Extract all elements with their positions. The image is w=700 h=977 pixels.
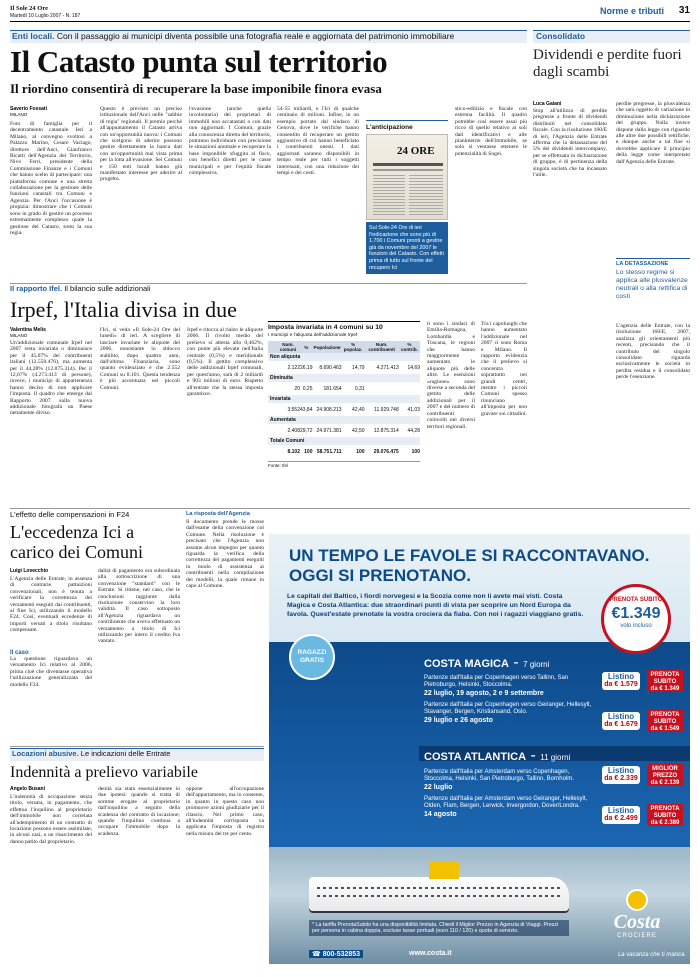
lead-kicker-text: Con il passaggio ai municipi diventa possibile una fotografia reale e aggiornata del patrimonio immobiliare bbox=[56, 31, 455, 41]
table-cell bbox=[399, 382, 420, 395]
ad-footer-text: * La tariffa PrenotaSubito ha una disponibilità limitata. Chiedi il Miglior Prezzo in Agenzia di Viaggi. Prezzi per persona in cabina doppia, escluse tasse portuali (euro 110 / 120) e quota di servizio. bbox=[309, 920, 569, 936]
lead-col-6: stico-edilizio e fiscale con estrema facilità. Il quadro potrebbe così essere assai più ricco di quello relativo ai soli dati identificativi e alle planimetrie dell'immobile, se solo si ventasse ottenere le potenzialità di Sogei. bbox=[455, 106, 527, 157]
table-cell: 100 bbox=[356, 448, 365, 455]
costa-brand-sub: CROCIERE bbox=[617, 933, 657, 939]
costa-brand: Costa bbox=[613, 911, 661, 933]
listino-price bbox=[602, 766, 640, 784]
price-badge-label: PRENOTA SUBITO bbox=[650, 712, 680, 725]
table-cell: 14,69 bbox=[407, 364, 420, 371]
costa-logo-icon bbox=[626, 889, 648, 911]
eccedenza-kicker: L'effetto delle compensazioni in F24 bbox=[10, 510, 130, 519]
table-cell bbox=[365, 382, 399, 395]
locazioni-byline: Angelo Busani bbox=[10, 786, 46, 792]
ad-intro: Le capitali del Baltico, i fiordi norvegesi e la Scozia come non li avete mai visti. Costa Magica e Costa Atlantica: due straordinari punti di vista per scoprire un Nord Europa da favola. Quest'estate prenotate la vostra crociera da fiaba. Con noi i ragazzi viaggiano gratis. bbox=[287, 593, 584, 618]
locazioni-col-2: denità sia stata essenzialmente in due ipotesi: quando si tratta di somme erogate al proprietario dall'inquilino a seguito della scadenza del contratto di locazione; quando l'inquilino continua a occupare l'immobile dopo la scadenza. bbox=[98, 786, 180, 837]
price-badge-value: da € 2.389 bbox=[650, 820, 680, 826]
anticipazione-label: L'anticipazione bbox=[366, 124, 413, 131]
table-cell: 4.271.413 bbox=[376, 364, 399, 371]
atlantica-dates-2: 14 agosto bbox=[424, 811, 457, 818]
table-cell: 8.102 bbox=[287, 448, 300, 455]
lead-col-3: l'evasione (anche quella involontaria) dei proprietari di immobili non accatastati o con dati non aggiornati. I Comuni, grazie alla conoscenza diretta del territorio, potranno individuare con precisione le situazioni anomale e recuperare la base imponibile sfuggita al fisco, con benefici diretti per le casse municipali e per l'equità fiscale complessiva. bbox=[189, 106, 271, 177]
eccedenza-title: L'eccedenza Ici a carico dei Comuni bbox=[10, 522, 143, 562]
table-group-label: Non aliquota bbox=[268, 353, 420, 361]
rapporto-col-4: ti sono i sindaci di Emilia-Romagna, Lombardia e Toscana, le regioni che hanno maggiormente aumentato le aliquote più delle altre. Le esenzioni «ragione» sono diverse a seconda del gettito delle addizionali per il 2007 e del numero di contribuenti coinvolti nei diversi territori regionali. bbox=[427, 321, 475, 430]
atlantica-route-2: Partenze dall'Italia per Amsterdam verso Geiranger, Hellesylt, Olden, Flam, Bergen, Lerwick, Invergordon, Dover/Londra. bbox=[424, 796, 588, 809]
lead-col-1: Foto di famiglia per il decentramento catastale. Ieri a Milano, al convegno svoltosi a Palazzo Marino, Cesare Vaciago, direttore dell'Anci, Gianfranco Ricatti dell'Agenzia del Territorio, Nivo Ferri, presidente della Commissione Finanze e i Comuni che hanno scelto di partecipare: una piattaforma comune e una stretta collaborazione per la gestione delle funzioni catastali tra Comuni e Agenzia. Per l'Anci l'occasione è propizia: dimostrare che i Comuni sono in grado di gestire un processo estremamente complesso quale la gestione del Catasto, sotto la sua regia. bbox=[10, 121, 92, 236]
atlantica-dates-1: 22 luglio bbox=[424, 784, 453, 791]
table-cell: 2.122 bbox=[287, 364, 300, 371]
price-badge bbox=[647, 710, 683, 732]
table-cell: 29.076.475 bbox=[373, 448, 399, 455]
ragazzi-gratis-badge bbox=[289, 634, 335, 680]
price-badge-label: PRENOTA SUBITO bbox=[650, 806, 680, 819]
detassazione-text: Lo stesso regime si applica alle plusvalenze neutrali o alla rettifica di costi bbox=[616, 269, 688, 300]
price-badge bbox=[647, 804, 683, 826]
eccedenza-col-3: Il documento prende le mosse dall'esame della convenzione col Comune. Nella risoluzione è precisato che l'Agenzia non assume alcun impegno per quanto riguarda la verifica della correttezza dei pagamenti eseguiti in modo di assistenza ai contribuenti nella compilazione dei modelli, la quale rimane in capo al Comune. bbox=[186, 519, 264, 590]
il-caso-label: Il caso bbox=[10, 650, 29, 656]
author-place: MILANO bbox=[10, 112, 28, 117]
magica-route-2: Partenze dall'Italia per Copenhagen verso Geiranger, Hellesylt, Stavanger, Bergen, Kristiansand, Oslo. bbox=[424, 702, 592, 715]
table-source: Fonte: Ifel bbox=[268, 461, 420, 468]
locazioni-title: Indennità a prelievo variabile bbox=[10, 764, 198, 781]
atlantica-route-1: Partenze dall'Italia per Amsterdam verso Copenhagen, Stoccolma, Helsinki, San Pietroburgo, Tallinn, Bornholm. bbox=[424, 769, 574, 782]
table-cell: 41,03 bbox=[407, 406, 420, 413]
issue-date: Martedì 10 Luglio 2007 - N. 187 bbox=[10, 13, 81, 19]
consolidato-col-2: perdite pregresse, la plusvalenza che sarà oggetto di variazione in diminuzione nella dichiarazione del gruppo. Nulla invece dispone dalla legge con riguardo alle altre due possibili rettifiche, e dunque anche a tal fine si dovrebbe applicare il principio della legge come interpretato dall'Agenzia delle Entrate. bbox=[616, 101, 690, 165]
prenota-badge bbox=[601, 584, 671, 654]
prenota-badge-label: PRENOTA SUBITO bbox=[609, 597, 663, 603]
website-link[interactable]: www.costa.it bbox=[409, 950, 452, 957]
locazioni-kicker bbox=[12, 748, 264, 760]
il-caso-text: La questione riguardava un versamento Ici relativo al 2006, prima cioè che diventasse operativa l'utilizzazione generalizzata del modello F24. bbox=[10, 656, 92, 688]
consolidato-title: Dividendi e perdite fuori dagli scambi bbox=[533, 47, 682, 80]
listino-price bbox=[602, 806, 640, 824]
magica-dates-2: 29 luglio e 26 agosto bbox=[424, 717, 493, 724]
table-cell: 100 bbox=[304, 448, 313, 455]
rapporto-col-5: Tra i capoluoghi che hanno aumentato l'addizionale nel 2007 ci sono Roma e Milano. Il rapporto evidenzia che il prelievo si concentra soprattutto nei grandi centri, mentre i piccoli Comuni spesso rinunciano all'imposta per non gravare sui cittadini. bbox=[481, 321, 527, 417]
magica-route-1: Partenze dall'Italia per Copenhagen verso Tallinn, San Pietroburgo, Helsinki, Stoccolma. bbox=[424, 675, 569, 688]
il-caso-box bbox=[10, 650, 92, 742]
consolidato-byline: Luca Gaiani bbox=[533, 101, 562, 107]
table-cell: 0,31 bbox=[354, 385, 365, 392]
table-cell: 58.751.711 bbox=[316, 448, 342, 455]
costa-logo bbox=[587, 889, 687, 939]
atlantica-title: COSTA ATLANTICA bbox=[424, 751, 527, 763]
ad-headline-1: UN TEMPO LE FAVOLE SI RACCONTAVANO. bbox=[289, 546, 650, 565]
atlantica-panel: COSTA ATLANTICA - 11 giorni Partenze dall'Italia per Amsterdam verso Copenhagen, Stoccolma, Helsinki, San Pietroburgo, Tallinn, Bornholm. 22 luglio Partenze dall'Italia per Amsterdam verso Geiranger, Hellesylt, Olden, Flam, Bergen, Lerwick, Invergordon, Dover/Londra. 14 agosto bbox=[424, 747, 594, 818]
locazioni-kicker-label: Locazioni abusive. bbox=[12, 749, 79, 758]
listino-label: Listino bbox=[607, 806, 635, 815]
lead-title: Il Catasto punta sul territorio bbox=[10, 44, 388, 79]
listino-label: Listino bbox=[607, 672, 635, 681]
table-row bbox=[268, 445, 420, 458]
listino-price bbox=[602, 672, 640, 690]
costa-crociere-ad[interactable] bbox=[269, 534, 690, 964]
table-cell: 44,28 bbox=[407, 427, 420, 434]
thumbnail-logo: 24 ORE bbox=[397, 145, 435, 157]
magica-panel: COSTA MAGICA - 7 giorni Partenze dall'Italia per Copenhagen verso Tallinn, San Pietroburgo, Helsinki, Stoccolma. 22 luglio, 19 agosto, 2 e 9 settembre Partenze dall'Italia per Copenhagen verso Geiranger, Hellesylt, Stavanger, Bergen, Kristiansand, Oslo. 29 luglio e 26 agosto bbox=[424, 654, 594, 724]
rapporto-author: Valentina Melis bbox=[10, 327, 46, 333]
table-header: Popolazione bbox=[313, 344, 341, 350]
consolidato-col-3: L'agenzia delle Entrate, con la risoluzione 160/E, 2007, analizza gli orientamenti più recenti, precisando che il contributo del singolo consolidato riguarda esclusivamente le società in perdita residua e il consolidato perde l'esenzione. bbox=[616, 323, 690, 381]
price-badge-label: MIGLIOR PREZZO bbox=[652, 766, 678, 779]
rapporto-col-1: Un'addizionale comunale Irpef nel 2007 resta invariata o diminuisce per il 45,07% dei contribuenti italiani (12.550.476), ma aumenta per il 44,28% (12.875.314). Per il 12,67% (4.273.413 di persone), invece, i municipi di appartenenza hanno deciso di non applicare l'imposta. Il quadro che emerge dal Rapporto 2007 sulla nuova addizionale fotografa un Paese nettamente diviso. bbox=[10, 340, 92, 417]
newspaper-thumbnail bbox=[366, 134, 448, 220]
risposta-label: La risposta dell'Agenzia bbox=[186, 511, 250, 517]
table-group-label: Invariata bbox=[268, 395, 420, 403]
listino-label: Listino bbox=[607, 712, 635, 721]
eccedenza-col-1: L'Agenzia delle Entrate, in assenza di contrarie pattuizioni convenzionali, non è tenuta a verificare la correttezza dei versamenti eseguiti dai contribuenti, al fine Ici, utilizzando il modello F24. Così, eventuali eccedenze di importi versati a titolo risultano compensate. bbox=[10, 576, 92, 634]
section-name: Norme e tributi bbox=[599, 6, 664, 16]
table-header: Num. comuni bbox=[279, 342, 297, 352]
lead-byline bbox=[10, 106, 64, 117]
table-cell: 43,84 bbox=[299, 406, 313, 413]
lead-kicker bbox=[12, 30, 527, 42]
eccedenza-byline: Luigi Lovecchio bbox=[10, 568, 49, 574]
phone-number-value: 800-532853 bbox=[322, 951, 361, 958]
addizionale-table-box bbox=[268, 321, 420, 507]
price-badge-value: da € 1.349 bbox=[650, 686, 680, 692]
price-badge-value: da € 2.139 bbox=[650, 780, 680, 786]
consolidato-label: Consolidato bbox=[536, 31, 586, 41]
price-badge bbox=[647, 670, 683, 692]
page-number: 31 bbox=[678, 5, 690, 16]
table-cell: 2.408 bbox=[287, 427, 300, 434]
rapporto-kicker-label: Il rapporto Ifel. bbox=[10, 284, 63, 293]
phone-icon: ☎ bbox=[312, 951, 321, 958]
price-badge bbox=[647, 764, 683, 786]
table-header: % popolaz. bbox=[343, 342, 363, 352]
phone-number bbox=[309, 950, 363, 958]
author-name: Saverio Fossati bbox=[10, 106, 47, 112]
lead-col-2: Questo è previsto un preciso istituzionale dell'Anci nelle "sabbie di regia" regionali. Il premio perché all'appuntamento il Catasto arriva con un'opportunità nuova: i Comuni che scelgono di aderire possono gestire direttamente la banca dati con un'opportunità mai vista prima per la lotta all'evasione. Sei Comuni e 150 enti locali hanno già manifestato interesse per aderire al progetto. bbox=[100, 106, 182, 183]
table-cell: 181.654 bbox=[323, 385, 342, 392]
table-group-label: Diminuita bbox=[268, 374, 420, 382]
table-cell: 100 bbox=[411, 448, 420, 455]
table-header: Num. contribuenti bbox=[368, 342, 395, 352]
ad-headline-2: OGGI SI PRENOTANO. bbox=[289, 566, 471, 585]
ragazzi-gratis-label: RAGAZZI GRATIS bbox=[297, 649, 327, 664]
table-row bbox=[268, 424, 420, 437]
table-row bbox=[268, 361, 420, 374]
table-cell: 14,79 bbox=[352, 364, 365, 371]
magica-title: COSTA MAGICA bbox=[424, 658, 509, 670]
table-header bbox=[268, 341, 276, 353]
listino-label: Listino bbox=[607, 766, 635, 775]
rapporto-place: MILANO bbox=[10, 333, 28, 338]
lead-col-4: 54-55 miliardi, e l'Ici di qualche centinaio di milioni. Infine, in un esempio portato dal sindaco di Genova, dove le verifiche hanno consentito di recuperare un gettito aggiuntivo di cui hanno beneficiato i contribuenti onesti. I dati aggiornati saranno disponibili in tempo reale per tutti i soggetti interessati, con una riduzione dei tempi e dei costi. bbox=[277, 106, 359, 177]
consolidato-col-1: Stop all'utilizzo di perdite pregresse a fronte di dividendi distribuiti nel consolidato fiscale. Con la risoluzione 160/E di ieri, l'Agenzia delle Entrate afferma che la detassazione del 5% dei dividendi intercompany, per se effettuata in dichiarazione di gruppo, è di pertinenza della singola società che ha incassato l'utile. bbox=[533, 108, 607, 179]
rapporto-kicker bbox=[10, 283, 527, 295]
table-cell: 3.552 bbox=[287, 406, 300, 413]
rapporto-title: Irpef, l'Italia divisa in due bbox=[10, 297, 237, 322]
table-title: Imposta invariata in 4 comuni su 10 bbox=[268, 324, 383, 331]
magica-dates-1: 22 luglio, 19 agosto, 2 e 9 settembre bbox=[424, 690, 544, 697]
eccedenza-col-2: dalità di pagamento era subordinata alla sottoscrizione di una convenzione "standard" con le Entrate. Si ritiene, nel caso, che le conclusioni raggiunte dalla risoluzione conservino la loro validità. Il caso sottoposto all'Agenzia riguardava un contribuente che aveva effettuato un versamento a titolo di Ici utilizzando per intero il credito Iva vantato. bbox=[98, 568, 180, 645]
table-cell: 24.971.381 bbox=[316, 427, 342, 434]
lead-subtitle: Il riordino consentirà di recuperare la base imponibile finora evasa bbox=[10, 81, 382, 96]
table-cell: 12.875.314 bbox=[373, 427, 399, 434]
detassazione-label: LA DETASSAZIONE bbox=[616, 261, 669, 267]
magica-days: 7 giorni bbox=[523, 660, 550, 669]
table-row bbox=[268, 382, 420, 395]
table-group-label: Aumentata bbox=[268, 416, 420, 424]
listino-price bbox=[602, 712, 640, 730]
rapporto-kicker-text: Il bilancio sulle addizionali bbox=[64, 284, 151, 293]
atlantica-days: 11 giorni bbox=[540, 753, 571, 762]
locazioni-col-1: L'indennità di occupazione senza titolo, versata, in pagamento, che effettua l'inquilino al proprietario dell'immobile non correlata all'adempimento di un contratto di locazione possono essere assimilate, in alcuni casi, a un risarcimento del danno patito dal proprietario. bbox=[10, 794, 92, 845]
table-cell: 24.908.213 bbox=[316, 406, 342, 413]
prenota-badge-sub: volo incluso bbox=[620, 623, 652, 629]
anticipazione-box bbox=[366, 120, 448, 280]
listino-value: da € 1.579 bbox=[604, 681, 638, 688]
masthead bbox=[10, 4, 690, 22]
rapporto-col-2: l'Ici, si veda «Il Sole-24 Ore del lunedì» di ieri. A scegliere di lasciare invariate le aliquote del 2006, nonostante lo sblocco stabilito, dopo quattro anni, dall'ultima Finanziaria, sono quanto evidenziato è che 2.552 Comuni su 8.101. Questa tendenza è più accentuata nei piccoli Comuni. bbox=[100, 327, 180, 391]
listino-value: da € 1.679 bbox=[604, 721, 638, 728]
rapporto-col-3: Irpef e ritocca al rialzo le aliquote 2006. Il rivolto medio del prelievo si attesta allo 0,462%, con punte più elevate nell'Italia centrale (0,5%) e meridionale (0,5%). Il gettito complessivo delle addizionali Irpef comunali, per quest'anno, sarà di 2 miliardi e 903 milioni di euro. Rispetto all'entrate che la stessa imposta garantisce. bbox=[187, 327, 263, 398]
table-cell: 11.929.748 bbox=[374, 406, 399, 413]
listino-value: da € 2.499 bbox=[604, 815, 638, 822]
table-cell: 26,19 bbox=[299, 364, 313, 371]
price-badge-value: da € 1.549 bbox=[650, 726, 680, 732]
newspaper-name: Il Sole 24 Ore bbox=[10, 5, 48, 12]
listino-value: da € 2.339 bbox=[604, 775, 638, 782]
ad-tagline: La vacanza che ti manca. bbox=[617, 952, 686, 958]
prenota-badge-price: €1.349 bbox=[611, 605, 661, 622]
table-cell: 29,72 bbox=[299, 427, 313, 434]
lead-kicker-label: Enti locali. bbox=[12, 31, 55, 41]
rapporto-byline bbox=[10, 327, 46, 338]
addizionale-table bbox=[268, 341, 420, 458]
locazioni-kicker-text: Le indicazioni delle Entrate bbox=[80, 749, 171, 758]
locazioni-col-3: oppone all'occupazione dell'appartamento, ma lo consente, in quanto in questo caso non promuove azioni giudiziarie per il rilascio. Nel primo caso, all'indennità corrisposta va applicata l'imposta di registro nella misura del tre per cento. bbox=[186, 786, 264, 837]
table-group-label: Totale Comuni bbox=[268, 437, 420, 445]
table-row bbox=[268, 403, 420, 416]
table-header: % bbox=[304, 344, 309, 350]
detassazione-box bbox=[616, 258, 690, 320]
price-badge-label: PRENOTA SUBITO bbox=[650, 672, 680, 685]
table-cell: 42,40 bbox=[352, 406, 365, 413]
table-cell: 20 bbox=[294, 385, 300, 392]
table-cell: 42,50 bbox=[352, 427, 365, 434]
table-cell: 8.690.463 bbox=[319, 364, 342, 371]
table-subtitle: I municipi e l'aliquota dell'addizionale Irpef bbox=[268, 333, 358, 338]
table-cell: 0,25 bbox=[302, 385, 313, 392]
anticipazione-caption: Sul Sole-24 Ore di ieri l'indicazione che sono più di 1.700 i Comuni pronti a gestire già da novembre del 2007 le funzioni del Catasto. Con effetti prima di tutto sul fronte del recupero Ici bbox=[366, 222, 448, 274]
table-header: % contrib. bbox=[400, 342, 418, 352]
